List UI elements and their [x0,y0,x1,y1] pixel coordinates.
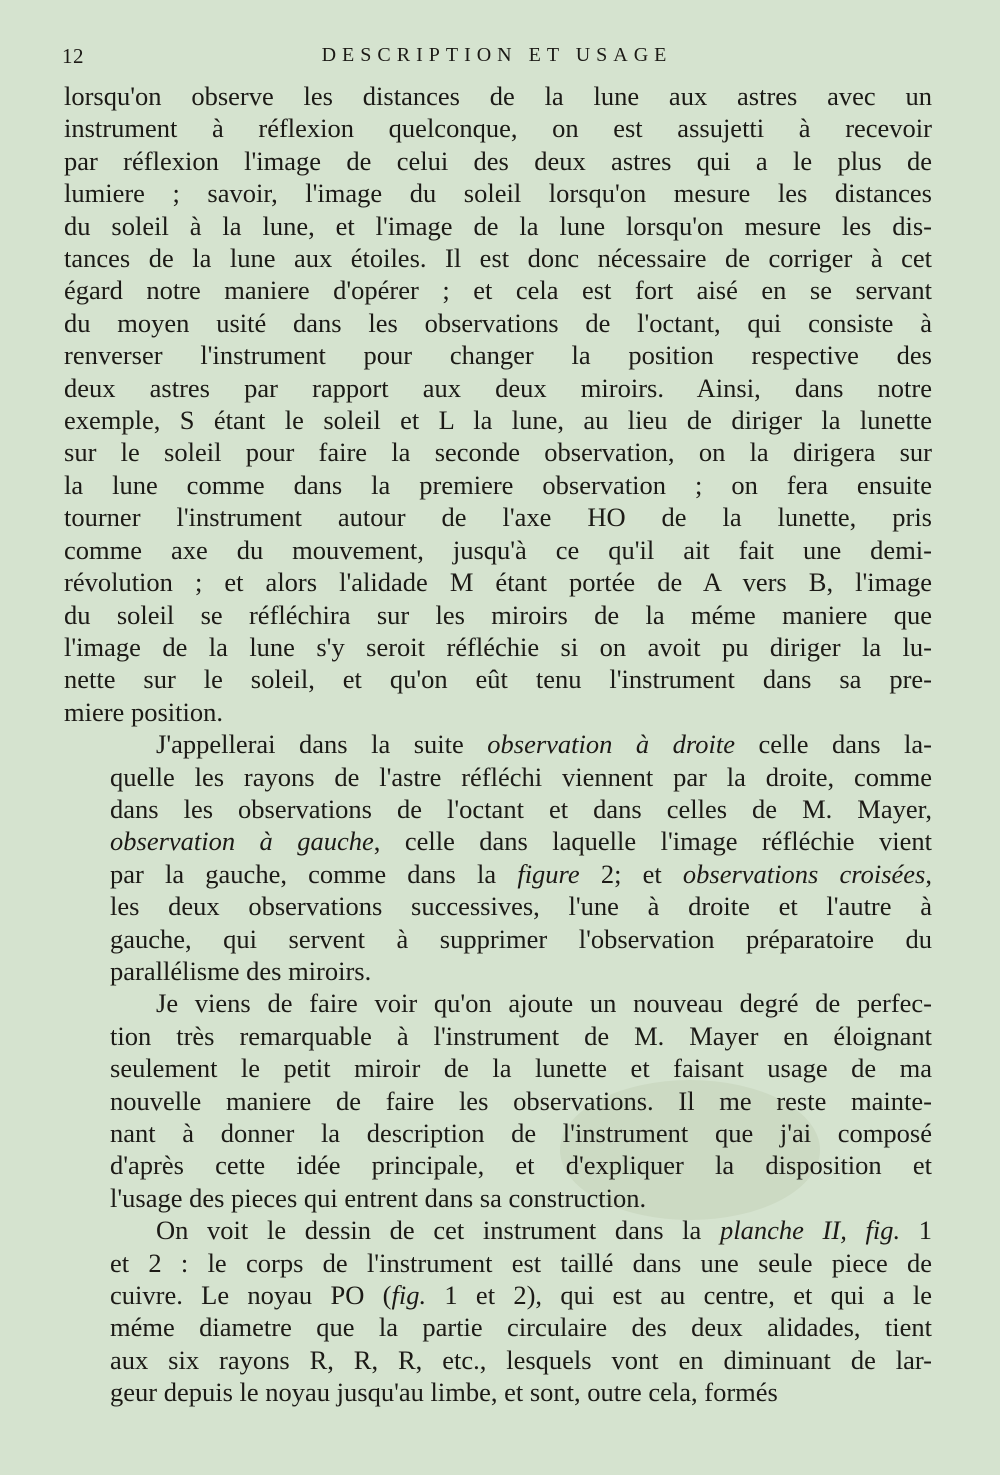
paragraph [64,80,932,728]
text-line: nette sur le soleil, et qu'on eût tenu l'instrument dans sa pre- [64,664,932,695]
page-header [62,44,932,74]
text-line: gauche, qui servent à supprimer l'observation préparatoire du [110,923,932,954]
text-line: sur le soleil pour faire la seconde observation, on la dirigera sur [64,437,932,468]
text-line: tion très remarquable à l'instrument de M. Mayer en éloignant [110,1020,932,1051]
text-line: les deux observations successives, l'une à droite et l'autre à [110,891,932,922]
text-line: du soleil à la lune, et l'image de la lune lorsqu'on mesure les dis- [64,210,932,241]
text-line: tourner l'instrument autour de l'axe HO de la lunette, pris [64,502,932,533]
text-line: nouvelle maniere de faire les observations. Il me reste mainte- [110,1085,932,1116]
text-line: lorsqu'on observe les distances de la lune aux astres avec un [64,81,932,111]
text-line: miere position. [64,696,223,727]
text-line: On voit le dessin de cet instrument dans la planche II, fig. 1 [156,1215,933,1246]
text-line: d'après cette idée principale, et d'expliquer la disposition et [110,1150,932,1181]
text-line: nant à donner la description de l'instrument que j'ai composé [110,1118,932,1148]
paragraph [64,987,932,1214]
text-line: la lune comme dans la premiere observation ; on fera ensuite [64,469,932,500]
text-line: geur depuis le noyau jusqu'au limbe, et sont, outre cela, formés [110,1377,778,1408]
text-line: égard notre maniere d'opérer ; et cela est fort aisé en se servant [64,275,932,306]
text-line: lumiere ; savoir, l'image du soleil lorsqu'on mesure les distances [64,178,932,209]
text-line: par la gauche, comme dans la figure 2; et observations croisées, [110,858,932,889]
text-line: Je viens de faire voir qu'on ajoute un nouveau degré de perfec- [156,988,932,1019]
text-line: aux six rayons R, R, R, etc., lesquels vont en diminuant de lar- [110,1344,932,1375]
text-line: exemple, S étant le soleil et L la lune, au lieu de diriger la lunette [64,405,932,436]
body-text [64,80,932,1409]
text-line: comme axe du mouvement, jusqu'à ce qu'il ait fait une demi- [64,534,932,565]
text-line: révolution ; et alors l'alidade M étant portée de A vers B, l'image [64,567,932,598]
text-line: cuivre. Le noyau PO (fig. 1 et 2), qui est au centre, et qui a le [110,1280,933,1311]
text-line: deux astres par rapport aux deux miroirs. Ainsi, dans notre [64,372,932,403]
text-line: dans les observations de l'octant et dans celles de M. Mayer, [110,793,932,824]
paragraph [64,728,932,987]
text-line: tances de la lune aux étoiles. Il est donc nécessaire de corriger à cet [64,243,932,274]
text-line: renverser l'instrument pour changer la position respective des [64,340,932,371]
text-line: et 2 : le corps de l'instrument est taillé dans une seule piece de [110,1247,932,1278]
text-line: méme diametre que la partie circulaire des deux alidades, tient [110,1312,932,1343]
paragraph [64,1214,932,1408]
text-line: instrument à réflexion quelconque, on est assujetti à recevoir [64,113,932,144]
text-line: par réflexion l'image de celui des deux astres qui a le plus de [64,145,932,176]
text-line: seulement le petit miroir de la lunette et faisant usage de ma [110,1053,932,1084]
text-line: observation à gauche, celle dans laquelle l'image réfléchie vient [110,826,932,857]
text-line: du moyen usité dans les observations de l'octant, qui consiste à [64,307,932,338]
running-title: DESCRIPTION ET USAGE [321,44,673,66]
text-line: l'image de la lune s'y seroit réfléchie si on avoit pu diriger la lu- [64,631,932,662]
text-line: parallélisme des miroirs. [110,955,372,986]
text-line: J'appellerai dans la suite observation à droite celle dans la- [156,729,932,760]
page-number: 12 [62,44,84,68]
text-line: l'usage des pieces qui entrent dans sa construction. [110,1182,647,1213]
text-line: du soleil se réfléchira sur les miroirs de la méme maniere que [64,599,932,630]
text-line: quelle les rayons de l'astre réfléchi viennent par la droite, comme [110,761,932,792]
